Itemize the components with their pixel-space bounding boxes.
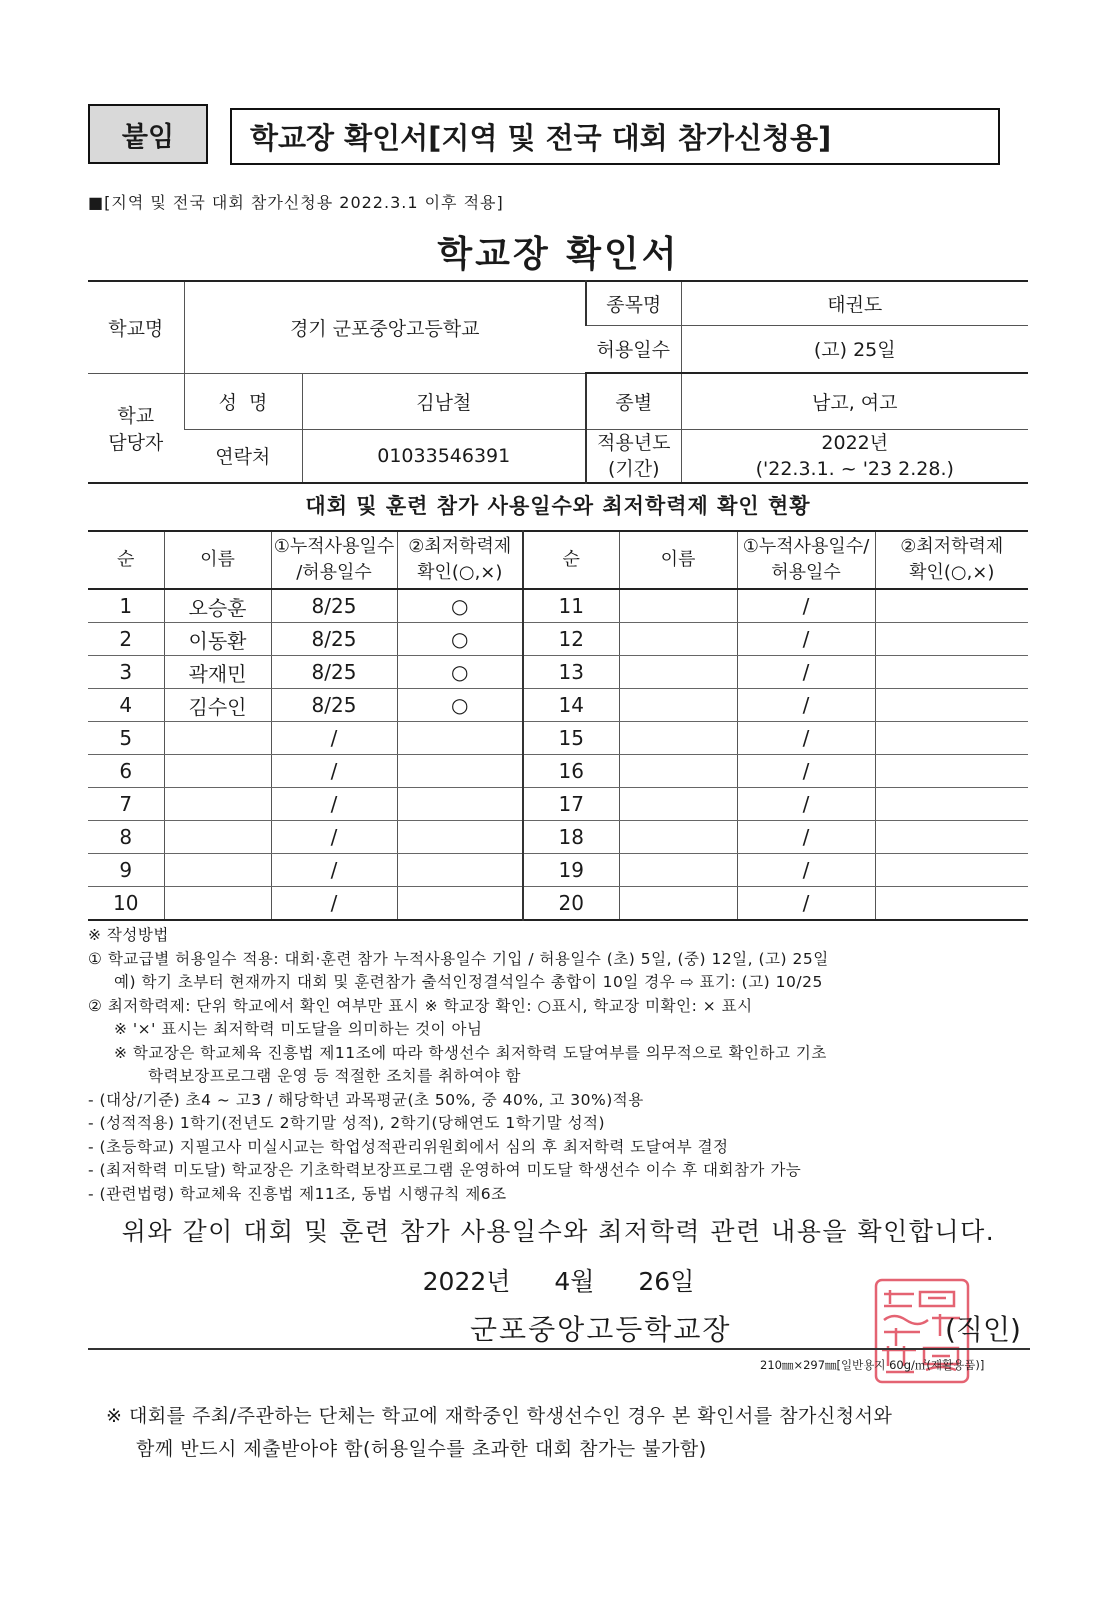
allowed-days-label: 허용일수 [586, 325, 681, 373]
seal-mark: (직인) [945, 1313, 1021, 1346]
sport-value: 태권도 [681, 281, 1028, 325]
row-no: 16 [523, 755, 619, 788]
days-used: / [737, 623, 875, 656]
table-row [88, 656, 1028, 689]
row-no: 4 [88, 689, 164, 722]
min-academic-check [397, 887, 523, 921]
date-month: 4월 [554, 1267, 595, 1296]
row-no: 1 [88, 589, 164, 623]
min-academic-check: ○ [397, 689, 523, 722]
row-no: 10 [88, 887, 164, 921]
note-line: 예) 학기 초부터 현재까지 대회 및 훈련참가 출석인정결석일수 총합이 10일 경우 ⇨ 표기: (고) 10/25 [114, 973, 823, 991]
min-academic-check [875, 854, 1028, 887]
table-row [88, 887, 1028, 921]
row-no: 20 [523, 887, 619, 921]
days-used: / [737, 821, 875, 854]
name-label: 성 명 [184, 373, 302, 429]
school-label: 학교명 [88, 281, 184, 373]
year-value-line1: 2022년 [821, 431, 889, 454]
table-row [88, 722, 1028, 755]
days-used: 8/25 [271, 589, 397, 623]
manager-label-line2: 담당자 [108, 431, 164, 454]
notice-line: ■[지역 및 전국 대회 참가신청용 2022.3.1 이후 적용] [88, 193, 504, 212]
attachment-tag [88, 104, 208, 164]
student-name [619, 887, 737, 921]
year-value-line2: ('22.3.1. ~ '23 2.28.) [755, 457, 954, 480]
student-name [164, 821, 271, 854]
student-name: 오승훈 [164, 589, 271, 623]
header-title: 학교장 확인서[지역 및 전국 대회 참가신청용] [250, 121, 832, 155]
note-line: - (초등학교) 지필고사 미실시교는 학업성적관리위원회에서 심의 후 최저학력 도달여부 결정 [88, 1137, 729, 1156]
section-title: 대회 및 훈련 참가 사용일수와 최저학력제 확인 현황 [305, 494, 811, 518]
note-line: - (관련법령) 학교체육 진흥법 제11조, 동법 시행규칙 제6조 [88, 1184, 507, 1203]
principal-name: 군포중앙고등학교장 [470, 1313, 732, 1346]
note-line: - (최저학력 미도달) 학교장은 기초학력보장프로그램 운영하여 미도달 학생선수 이수 후 대회참가 가능 [88, 1161, 802, 1179]
row-no: 9 [88, 854, 164, 887]
school-value: 경기 군포중앙고등학교 [184, 281, 586, 373]
days-used: / [737, 887, 875, 921]
student-name [619, 689, 737, 722]
student-name [164, 887, 271, 921]
paper-spec: 210㎜×297㎜[일반용지 60g/㎡(재활용품)] [760, 1358, 985, 1372]
days-used: / [737, 722, 875, 755]
sport-label: 종목명 [586, 281, 681, 325]
note-line: ※ '×' 표시는 최저학력 미도달을 의미하는 것이 아님 [114, 1020, 483, 1038]
days-used: / [737, 854, 875, 887]
contact-label: 연락처 [184, 429, 302, 483]
days-used: / [737, 755, 875, 788]
info-table [88, 280, 1028, 484]
note-line: ※ 학교장은 학교체육 진흥법 제11조에 따라 학생선수 최저학력 도달여부를 의무적으로 확인하고 기초 [114, 1043, 827, 1062]
min-academic-check [875, 623, 1028, 656]
confirm-statement: 위와 같이 대회 및 훈련 참가 사용일수와 최저학력 관련 내용을 확인합니다. [121, 1217, 996, 1246]
allowed-days-value: (고) 25일 [681, 325, 1028, 373]
row-no: 6 [88, 755, 164, 788]
min-academic-check [397, 755, 523, 788]
days-used: / [271, 854, 397, 887]
min-academic-check [875, 755, 1028, 788]
row-no: 2 [88, 623, 164, 656]
min-academic-check [875, 689, 1028, 722]
min-academic-check [397, 722, 523, 755]
header-check-right-line2: 확인(○,×) [909, 562, 995, 583]
student-name [164, 755, 271, 788]
student-name [619, 589, 737, 623]
min-academic-check [875, 821, 1028, 854]
notes-heading: ※ 작성방법 [88, 926, 169, 944]
table-row [88, 854, 1028, 887]
student-name: 이동환 [164, 623, 271, 656]
date-year: 2022년 [422, 1267, 511, 1296]
table-row [88, 788, 1028, 821]
note-line: ② 최저학력제: 단위 학교에서 확인 여부만 표시 ※ 학교장 확인: ○표시, 학교장 미확인: × 표시 [88, 996, 753, 1015]
row-no: 19 [523, 854, 619, 887]
manager-label [88, 373, 184, 483]
student-name [619, 788, 737, 821]
header-days-line2: /허용일수 [296, 562, 372, 583]
header-days-right-line1: ①누적사용일수/ [742, 536, 870, 557]
days-used: 8/25 [271, 689, 397, 722]
year-label-line1: 적용년도 [597, 431, 671, 454]
student-name: 김수인 [164, 689, 271, 722]
header-check [397, 531, 523, 589]
days-used: 8/25 [271, 656, 397, 689]
row-no: 14 [523, 689, 619, 722]
header-name-right: 이름 [619, 531, 737, 589]
year-label-line2: (기간) [607, 457, 660, 480]
manager-label-line1: 학교 [117, 404, 155, 427]
category-value: 남고, 여고 [681, 373, 1028, 429]
days-used: / [271, 821, 397, 854]
row-no: 5 [88, 722, 164, 755]
days-used: / [737, 656, 875, 689]
days-used: / [271, 722, 397, 755]
row-no: 7 [88, 788, 164, 821]
min-academic-check: ○ [397, 656, 523, 689]
student-name: 곽재민 [164, 656, 271, 689]
note-line: 학력보장프로그램 운영 등 적절한 조치를 취하여야 함 [148, 1067, 521, 1085]
min-academic-check [875, 656, 1028, 689]
row-no: 13 [523, 656, 619, 689]
header-title-box [230, 108, 1000, 165]
doc-title: 학교장 확인서 [437, 234, 680, 275]
footer-line: 함께 반드시 제출받아야 함(허용일수를 초과한 대회 참가는 불가함) [136, 1438, 707, 1460]
student-name [619, 821, 737, 854]
table-row [88, 589, 1028, 623]
days-used: / [737, 589, 875, 623]
student-name [164, 722, 271, 755]
header-name: 이름 [164, 531, 271, 589]
days-used: / [737, 689, 875, 722]
roster-table [88, 530, 1028, 921]
table-row [88, 755, 1028, 788]
name-value: 김남철 [302, 373, 586, 429]
header-check-right [875, 531, 1028, 589]
year-label [586, 429, 681, 483]
min-academic-check [875, 722, 1028, 755]
days-used: 8/25 [271, 623, 397, 656]
note-line: - (성적적용) 1학기(전년도 2학기말 성적), 2학기(당해연도 1학기말 성적) [88, 1114, 606, 1132]
student-name [619, 656, 737, 689]
note-line: ① 학교급별 허용일수 적용: 대회·훈련 참가 누적사용일수 기입 / 허용일수 (초) 5일, (중) 12일, (고) 25일 [88, 949, 829, 968]
header-days [271, 531, 397, 589]
student-name [619, 722, 737, 755]
min-academic-check [397, 821, 523, 854]
student-name [164, 854, 271, 887]
year-value [681, 429, 1028, 483]
header-days-line1: ①누적사용일수 [273, 536, 395, 557]
header-days-right [737, 531, 875, 589]
min-academic-check: ○ [397, 589, 523, 623]
student-name [619, 854, 737, 887]
footer-note [106, 1400, 892, 1466]
contact-value: 01033546391 [302, 429, 586, 483]
header-no-right: 순 [523, 531, 619, 589]
table-row [88, 689, 1028, 722]
note-line: - (대상/기준) 초4 ~ 고3 / 해당학년 과목평균(초 50%, 중 40%, 고 30%)적용 [88, 1090, 644, 1109]
category-label: 종별 [586, 373, 681, 429]
days-used: / [271, 887, 397, 921]
header-check-right-line1: ②최저학력제 [900, 536, 1004, 557]
footer-line: ※ 대회를 주최/주관하는 단체는 학교에 재학중인 학생선수인 경우 본 확인서를 참가신청서와 [106, 1405, 893, 1427]
divider [88, 1348, 1030, 1350]
row-no: 17 [523, 788, 619, 821]
min-academic-check [875, 589, 1028, 623]
row-no: 18 [523, 821, 619, 854]
table-row [88, 623, 1028, 656]
min-academic-check [875, 788, 1028, 821]
days-used: / [737, 788, 875, 821]
student-name [619, 755, 737, 788]
notes-block [88, 924, 1038, 1206]
row-no: 3 [88, 656, 164, 689]
days-used: / [271, 755, 397, 788]
row-no: 11 [523, 589, 619, 623]
row-no: 12 [523, 623, 619, 656]
days-used: / [271, 788, 397, 821]
header-no: 순 [88, 531, 164, 589]
min-academic-check [397, 788, 523, 821]
row-no: 15 [523, 722, 619, 755]
date-day: 26일 [638, 1267, 695, 1296]
min-academic-check [397, 854, 523, 887]
header-check-line2: 확인(○,×) [417, 562, 503, 583]
student-name [619, 623, 737, 656]
header-check-line1: ②최저학력제 [408, 536, 512, 557]
header-days-right-line2: 허용일수 [771, 562, 841, 583]
row-no: 8 [88, 821, 164, 854]
min-academic-check [875, 887, 1028, 921]
table-row [88, 821, 1028, 854]
attachment-tag-label: 붙임 [121, 121, 175, 153]
min-academic-check: ○ [397, 623, 523, 656]
student-name [164, 788, 271, 821]
